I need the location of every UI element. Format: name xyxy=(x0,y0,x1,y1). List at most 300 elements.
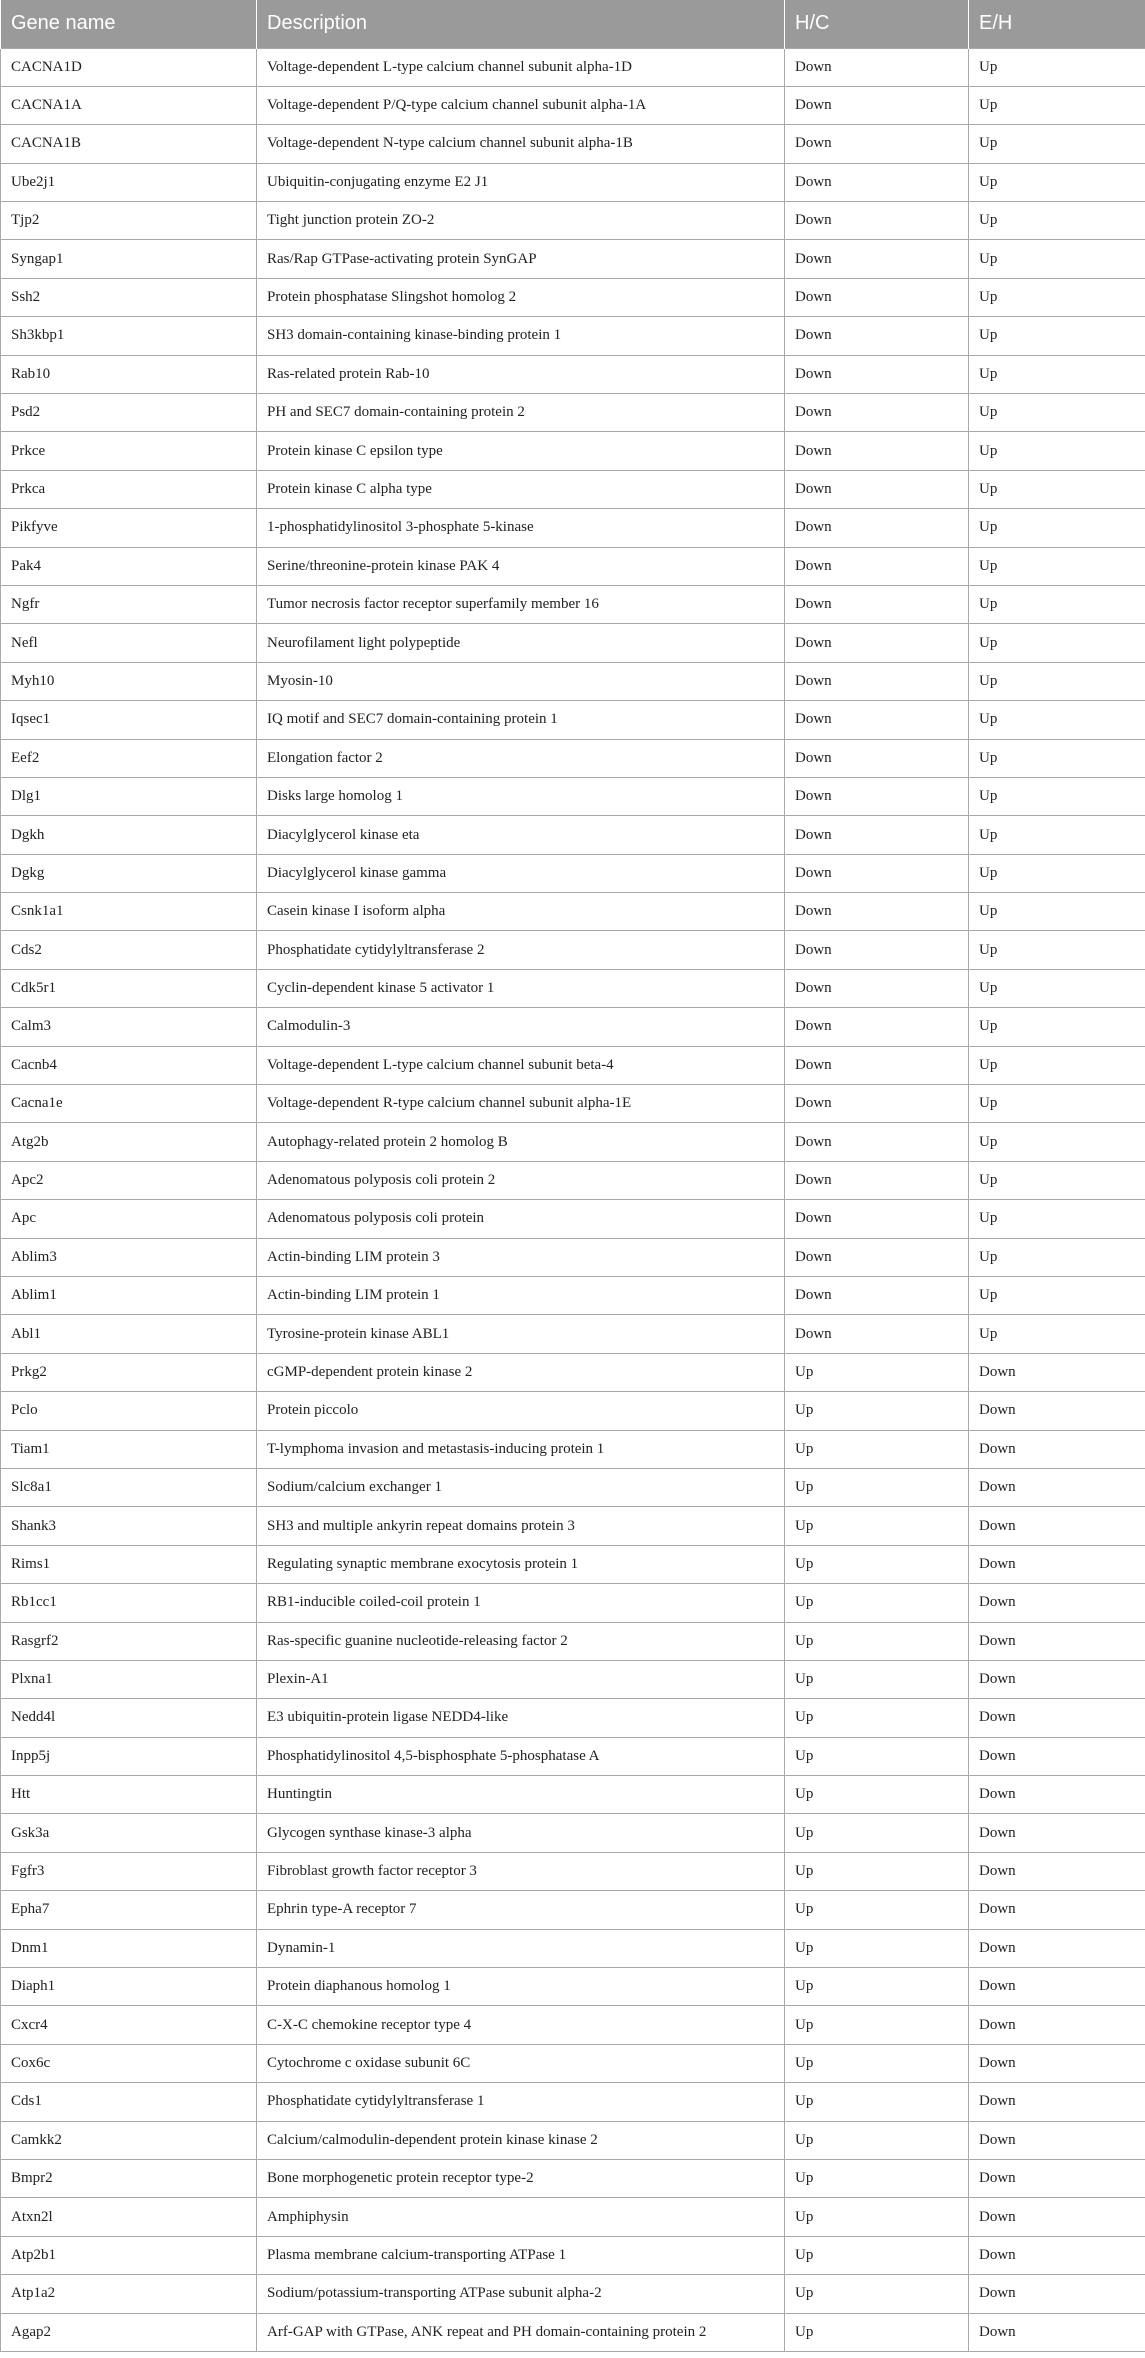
hc-cell: Down xyxy=(785,278,969,316)
eh-cell: Up xyxy=(969,816,1145,854)
hc-cell: Down xyxy=(785,624,969,662)
hc-cell: Down xyxy=(785,701,969,739)
description-cell: Protein diaphanous homolog 1 xyxy=(257,1968,785,2006)
gene-name-cell: Ngfr xyxy=(1,585,257,623)
gene-name-cell: Atxn2l xyxy=(1,2198,257,2236)
hc-cell: Down xyxy=(785,240,969,278)
table-row xyxy=(1,86,1145,124)
hc-cell: Down xyxy=(785,86,969,124)
gene-name-cell: Dgkg xyxy=(1,854,257,892)
table-row xyxy=(1,777,1145,815)
description-cell: Tight junction protein ZO-2 xyxy=(257,202,785,240)
eh-cell: Up xyxy=(969,163,1145,201)
table-row xyxy=(1,2121,1145,2159)
gene-name-cell: Cdk5r1 xyxy=(1,969,257,1007)
description-cell: Amphiphysin xyxy=(257,2198,785,2236)
eh-cell: Up xyxy=(969,662,1145,700)
gene-name-cell: Atp1a2 xyxy=(1,2275,257,2313)
description-cell: Tumor necrosis factor receptor superfamily member 16 xyxy=(257,585,785,623)
eh-cell: Up xyxy=(969,1161,1145,1199)
gene-name-cell: Cds1 xyxy=(1,2083,257,2121)
gene-name-cell: Htt xyxy=(1,1776,257,1814)
gene-name-cell: Inpp5j xyxy=(1,1737,257,1775)
description-cell: PH and SEC7 domain-containing protein 2 xyxy=(257,394,785,432)
description-cell: Voltage-dependent N-type calcium channel subunit alpha-1B xyxy=(257,125,785,163)
hc-cell: Down xyxy=(785,662,969,700)
hc-cell: Up xyxy=(785,1699,969,1737)
hc-cell: Up xyxy=(785,1507,969,1545)
table-row xyxy=(1,2198,1145,2236)
hc-cell: Up xyxy=(785,1353,969,1391)
eh-cell: Up xyxy=(969,1200,1145,1238)
description-cell: Protein piccolo xyxy=(257,1392,785,1430)
gene-name-cell: Iqsec1 xyxy=(1,701,257,739)
hc-cell: Up xyxy=(785,2275,969,2313)
gene-name-cell: Gsk3a xyxy=(1,1814,257,1852)
table-row xyxy=(1,2044,1145,2082)
table-row xyxy=(1,355,1145,393)
description-cell: Diacylglycerol kinase gamma xyxy=(257,854,785,892)
table-row xyxy=(1,1353,1145,1391)
description-cell: Dynamin-1 xyxy=(257,1929,785,1967)
gene-name-cell: Cox6c xyxy=(1,2044,257,2082)
table-header xyxy=(1,0,1145,48)
gene-name-cell: CACNA1D xyxy=(1,48,257,86)
hc-cell: Up xyxy=(785,1968,969,2006)
description-cell: Adenomatous polyposis coli protein 2 xyxy=(257,1161,785,1199)
gene-name-cell: Cds2 xyxy=(1,931,257,969)
hc-cell: Up xyxy=(785,2121,969,2159)
hc-cell: Up xyxy=(785,1545,969,1583)
eh-cell: Up xyxy=(969,240,1145,278)
table-row xyxy=(1,240,1145,278)
eh-cell: Down xyxy=(969,1699,1145,1737)
eh-cell: Up xyxy=(969,854,1145,892)
gene-name-cell: Prkce xyxy=(1,432,257,470)
description-cell: Ubiquitin-conjugating enzyme E2 J1 xyxy=(257,163,785,201)
description-cell: Myosin-10 xyxy=(257,662,785,700)
gene-name-cell: Cacnb4 xyxy=(1,1046,257,1084)
eh-cell: Down xyxy=(969,2006,1145,2044)
hc-cell: Down xyxy=(785,1277,969,1315)
gene-name-cell: Sh3kbp1 xyxy=(1,317,257,355)
hc-cell: Down xyxy=(785,202,969,240)
eh-cell: Up xyxy=(969,777,1145,815)
gene-name-cell: Rab10 xyxy=(1,355,257,393)
description-cell: Plexin-A1 xyxy=(257,1660,785,1698)
table-row xyxy=(1,969,1145,1007)
description-cell: Voltage-dependent L-type calcium channel subunit beta-4 xyxy=(257,1046,785,1084)
gene-name-cell: Tiam1 xyxy=(1,1430,257,1468)
eh-cell: Down xyxy=(969,1622,1145,1660)
eh-cell: Down xyxy=(969,1660,1145,1698)
description-cell: Voltage-dependent R-type calcium channel subunit alpha-1E xyxy=(257,1085,785,1123)
eh-cell: Up xyxy=(969,278,1145,316)
hc-cell: Down xyxy=(785,432,969,470)
eh-cell: Up xyxy=(969,893,1145,931)
description-cell: Plasma membrane calcium-transporting ATPase 1 xyxy=(257,2236,785,2274)
table-row xyxy=(1,1699,1145,1737)
gene-name-cell: CACNA1A xyxy=(1,86,257,124)
eh-cell: Up xyxy=(969,1238,1145,1276)
eh-cell: Up xyxy=(969,470,1145,508)
description-cell: Voltage-dependent P/Q-type calcium channel subunit alpha-1A xyxy=(257,86,785,124)
description-cell: Cyclin-dependent kinase 5 activator 1 xyxy=(257,969,785,1007)
description-cell: Phosphatidylinositol 4,5-bisphosphate 5-phosphatase A xyxy=(257,1737,785,1775)
gene-name-cell: CACNA1B xyxy=(1,125,257,163)
eh-cell: Up xyxy=(969,394,1145,432)
table-row xyxy=(1,509,1145,547)
hc-cell: Up xyxy=(785,2313,969,2351)
table-row xyxy=(1,2236,1145,2274)
hc-cell: Down xyxy=(785,1085,969,1123)
description-cell: Phosphatidate cytidylyltransferase 2 xyxy=(257,931,785,969)
description-cell: Regulating synaptic membrane exocytosis protein 1 xyxy=(257,1545,785,1583)
table-row xyxy=(1,2275,1145,2313)
table-row xyxy=(1,1238,1145,1276)
description-cell: Ras-related protein Rab-10 xyxy=(257,355,785,393)
description-cell: Protein kinase C epsilon type xyxy=(257,432,785,470)
gene-name-cell: Slc8a1 xyxy=(1,1468,257,1506)
eh-cell: Up xyxy=(969,202,1145,240)
table-row xyxy=(1,1891,1145,1929)
hc-cell: Down xyxy=(785,1200,969,1238)
eh-cell: Down xyxy=(969,2121,1145,2159)
description-cell: Arf-GAP with GTPase, ANK repeat and PH domain-containing protein 2 xyxy=(257,2313,785,2351)
table-row xyxy=(1,893,1145,931)
table-row xyxy=(1,1622,1145,1660)
eh-cell: Down xyxy=(969,1507,1145,1545)
eh-cell: Up xyxy=(969,1085,1145,1123)
description-cell: SH3 domain-containing kinase-binding protein 1 xyxy=(257,317,785,355)
eh-cell: Down xyxy=(969,2198,1145,2236)
gene-name-cell: Rasgrf2 xyxy=(1,1622,257,1660)
table-row xyxy=(1,1814,1145,1852)
gene-name-cell: Diaph1 xyxy=(1,1968,257,2006)
eh-cell: Down xyxy=(969,2236,1145,2274)
gene-name-cell: Agap2 xyxy=(1,2313,257,2351)
hc-cell: Down xyxy=(785,317,969,355)
gene-name-cell: Nedd4l xyxy=(1,1699,257,1737)
table-row xyxy=(1,1161,1145,1199)
gene-name-cell: Cacna1e xyxy=(1,1085,257,1123)
header-gene-name: Gene name xyxy=(1,0,257,48)
description-cell: IQ motif and SEC7 domain-containing protein 1 xyxy=(257,701,785,739)
gene-name-cell: Rb1cc1 xyxy=(1,1584,257,1622)
header-hc: H/C xyxy=(785,0,969,48)
description-cell: Tyrosine-protein kinase ABL1 xyxy=(257,1315,785,1353)
description-cell: T-lymphoma invasion and metastasis-inducing protein 1 xyxy=(257,1430,785,1468)
table-row xyxy=(1,1392,1145,1430)
eh-cell: Down xyxy=(969,2083,1145,2121)
table-row xyxy=(1,1430,1145,1468)
hc-cell: Up xyxy=(785,1852,969,1890)
gene-name-cell: Nefl xyxy=(1,624,257,662)
gene-name-cell: Pak4 xyxy=(1,547,257,585)
description-cell: Bone morphogenetic protein receptor type-2 xyxy=(257,2159,785,2197)
eh-cell: Up xyxy=(969,125,1145,163)
gene-name-cell: Dlg1 xyxy=(1,777,257,815)
hc-cell: Up xyxy=(785,1392,969,1430)
table-row xyxy=(1,432,1145,470)
table-row xyxy=(1,1584,1145,1622)
table-row xyxy=(1,1737,1145,1775)
table-row xyxy=(1,547,1145,585)
eh-cell: Down xyxy=(969,1968,1145,2006)
gene-name-cell: Ablim1 xyxy=(1,1277,257,1315)
gene-name-cell: Pclo xyxy=(1,1392,257,1430)
table-row xyxy=(1,48,1145,86)
table-row xyxy=(1,701,1145,739)
table-row xyxy=(1,1046,1145,1084)
gene-name-cell: Bmpr2 xyxy=(1,2159,257,2197)
hc-cell: Up xyxy=(785,2198,969,2236)
table-row xyxy=(1,2159,1145,2197)
description-cell: Neurofilament light polypeptide xyxy=(257,624,785,662)
gene-name-cell: Shank3 xyxy=(1,1507,257,1545)
hc-cell: Up xyxy=(785,1468,969,1506)
table-body xyxy=(1,48,1145,2351)
description-cell: Actin-binding LIM protein 3 xyxy=(257,1238,785,1276)
gene-name-cell: Ube2j1 xyxy=(1,163,257,201)
hc-cell: Up xyxy=(785,2159,969,2197)
eh-cell: Up xyxy=(969,86,1145,124)
gene-name-cell: Abl1 xyxy=(1,1315,257,1353)
hc-cell: Up xyxy=(785,1814,969,1852)
table-row xyxy=(1,1085,1145,1123)
table-row xyxy=(1,1277,1145,1315)
description-cell: C-X-C chemokine receptor type 4 xyxy=(257,2006,785,2044)
hc-cell: Down xyxy=(785,1161,969,1199)
hc-cell: Down xyxy=(785,816,969,854)
header-eh: E/H xyxy=(969,0,1145,48)
description-cell: Phosphatidate cytidylyltransferase 1 xyxy=(257,2083,785,2121)
table-row xyxy=(1,1852,1145,1890)
eh-cell: Up xyxy=(969,547,1145,585)
eh-cell: Up xyxy=(969,48,1145,86)
hc-cell: Up xyxy=(785,1430,969,1468)
eh-cell: Down xyxy=(969,1353,1145,1391)
description-cell: Fibroblast growth factor receptor 3 xyxy=(257,1852,785,1890)
hc-cell: Down xyxy=(785,893,969,931)
description-cell: Adenomatous polyposis coli protein xyxy=(257,1200,785,1238)
eh-cell: Down xyxy=(969,1545,1145,1583)
eh-cell: Down xyxy=(969,1776,1145,1814)
table-row xyxy=(1,1968,1145,2006)
hc-cell: Down xyxy=(785,125,969,163)
gene-name-cell: Camkk2 xyxy=(1,2121,257,2159)
table-row xyxy=(1,1929,1145,1967)
description-cell: Huntingtin xyxy=(257,1776,785,1814)
gene-name-cell: Atp2b1 xyxy=(1,2236,257,2274)
hc-cell: Up xyxy=(785,2083,969,2121)
gene-name-cell: Eef2 xyxy=(1,739,257,777)
hc-cell: Down xyxy=(785,1123,969,1161)
gene-name-cell: Atg2b xyxy=(1,1123,257,1161)
hc-cell: Down xyxy=(785,1008,969,1046)
gene-name-cell: Prkg2 xyxy=(1,1353,257,1391)
hc-cell: Down xyxy=(785,470,969,508)
hc-cell: Down xyxy=(785,48,969,86)
hc-cell: Down xyxy=(785,854,969,892)
description-cell: SH3 and multiple ankyrin repeat domains protein 3 xyxy=(257,1507,785,1545)
gene-name-cell: Rims1 xyxy=(1,1545,257,1583)
eh-cell: Up xyxy=(969,701,1145,739)
table-row xyxy=(1,1008,1145,1046)
table-row xyxy=(1,1315,1145,1353)
gene-name-cell: Apc2 xyxy=(1,1161,257,1199)
hc-cell: Down xyxy=(785,585,969,623)
gene-name-cell: Pikfyve xyxy=(1,509,257,547)
eh-cell: Down xyxy=(969,1468,1145,1506)
hc-cell: Down xyxy=(785,509,969,547)
description-cell: Sodium/potassium-transporting ATPase subunit alpha-2 xyxy=(257,2275,785,2313)
description-cell: Elongation factor 2 xyxy=(257,739,785,777)
hc-cell: Down xyxy=(785,163,969,201)
table-row xyxy=(1,931,1145,969)
gene-name-cell: Myh10 xyxy=(1,662,257,700)
hc-cell: Down xyxy=(785,547,969,585)
gene-name-cell: Plxna1 xyxy=(1,1660,257,1698)
eh-cell: Down xyxy=(969,1737,1145,1775)
hc-cell: Down xyxy=(785,1315,969,1353)
gene-name-cell: Dgkh xyxy=(1,816,257,854)
table-row xyxy=(1,163,1145,201)
description-cell: Actin-binding LIM protein 1 xyxy=(257,1277,785,1315)
description-cell: Diacylglycerol kinase eta xyxy=(257,816,785,854)
eh-cell: Up xyxy=(969,1123,1145,1161)
table-row xyxy=(1,1468,1145,1506)
eh-cell: Up xyxy=(969,739,1145,777)
eh-cell: Down xyxy=(969,1392,1145,1430)
description-cell: 1-phosphatidylinositol 3-phosphate 5-kinase xyxy=(257,509,785,547)
gene-name-cell: Fgfr3 xyxy=(1,1852,257,1890)
eh-cell: Up xyxy=(969,317,1145,355)
hc-cell: Up xyxy=(785,1776,969,1814)
gene-name-cell: Calm3 xyxy=(1,1008,257,1046)
hc-cell: Up xyxy=(785,1660,969,1698)
table-row xyxy=(1,2006,1145,2044)
table-row xyxy=(1,125,1145,163)
table-row xyxy=(1,662,1145,700)
table-row xyxy=(1,739,1145,777)
table-row xyxy=(1,1776,1145,1814)
eh-cell: Up xyxy=(969,355,1145,393)
description-cell: Ras/Rap GTPase-activating protein SynGAP xyxy=(257,240,785,278)
hc-cell: Down xyxy=(785,394,969,432)
gene-name-cell: Apc xyxy=(1,1200,257,1238)
description-cell: Disks large homolog 1 xyxy=(257,777,785,815)
eh-cell: Down xyxy=(969,1891,1145,1929)
hc-cell: Up xyxy=(785,2044,969,2082)
gene-name-cell: Epha7 xyxy=(1,1891,257,1929)
description-cell: Calmodulin-3 xyxy=(257,1008,785,1046)
table-row xyxy=(1,278,1145,316)
table-row xyxy=(1,1123,1145,1161)
description-cell: RB1-inducible coiled-coil protein 1 xyxy=(257,1584,785,1622)
gene-name-cell: Ablim3 xyxy=(1,1238,257,1276)
gene-name-cell: Csnk1a1 xyxy=(1,893,257,931)
eh-cell: Down xyxy=(969,2313,1145,2351)
eh-cell: Up xyxy=(969,624,1145,662)
table-row xyxy=(1,2083,1145,2121)
gene-name-cell: Syngap1 xyxy=(1,240,257,278)
hc-cell: Down xyxy=(785,931,969,969)
eh-cell: Down xyxy=(969,2044,1145,2082)
eh-cell: Down xyxy=(969,1430,1145,1468)
description-cell: E3 ubiquitin-protein ligase NEDD4-like xyxy=(257,1699,785,1737)
hc-cell: Up xyxy=(785,1929,969,1967)
description-cell: Casein kinase I isoform alpha xyxy=(257,893,785,931)
eh-cell: Up xyxy=(969,509,1145,547)
hc-cell: Down xyxy=(785,969,969,1007)
table-row xyxy=(1,816,1145,854)
eh-cell: Down xyxy=(969,2275,1145,2313)
gene-name-cell: Prkca xyxy=(1,470,257,508)
table-row xyxy=(1,317,1145,355)
eh-cell: Up xyxy=(969,1277,1145,1315)
eh-cell: Down xyxy=(969,1852,1145,1890)
eh-cell: Up xyxy=(969,432,1145,470)
description-cell: Voltage-dependent L-type calcium channel subunit alpha-1D xyxy=(257,48,785,86)
table-row xyxy=(1,2313,1145,2351)
description-cell: Ephrin type-A receptor 7 xyxy=(257,1891,785,1929)
table-row xyxy=(1,394,1145,432)
hc-cell: Up xyxy=(785,2236,969,2274)
hc-cell: Up xyxy=(785,1891,969,1929)
hc-cell: Up xyxy=(785,2006,969,2044)
description-cell: Glycogen synthase kinase-3 alpha xyxy=(257,1814,785,1852)
gene-name-cell: Psd2 xyxy=(1,394,257,432)
description-cell: Cytochrome c oxidase subunit 6C xyxy=(257,2044,785,2082)
eh-cell: Up xyxy=(969,1315,1145,1353)
eh-cell: Down xyxy=(969,2159,1145,2197)
gene-name-cell: Ssh2 xyxy=(1,278,257,316)
eh-cell: Up xyxy=(969,585,1145,623)
gene-name-cell: Dnm1 xyxy=(1,1929,257,1967)
description-cell: Calcium/calmodulin-dependent protein kinase kinase 2 xyxy=(257,2121,785,2159)
table-row xyxy=(1,1507,1145,1545)
table-row xyxy=(1,624,1145,662)
hc-cell: Down xyxy=(785,355,969,393)
gene-name-cell: Cxcr4 xyxy=(1,2006,257,2044)
description-cell: Sodium/calcium exchanger 1 xyxy=(257,1468,785,1506)
description-cell: Autophagy-related protein 2 homolog B xyxy=(257,1123,785,1161)
eh-cell: Down xyxy=(969,1584,1145,1622)
description-cell: Protein kinase C alpha type xyxy=(257,470,785,508)
hc-cell: Down xyxy=(785,1046,969,1084)
eh-cell: Down xyxy=(969,1929,1145,1967)
hc-cell: Down xyxy=(785,1238,969,1276)
table-row xyxy=(1,470,1145,508)
header-description: Description xyxy=(257,0,785,48)
description-cell: Ras-specific guanine nucleotide-releasing factor 2 xyxy=(257,1622,785,1660)
table-row xyxy=(1,1660,1145,1698)
eh-cell: Up xyxy=(969,1008,1145,1046)
hc-cell: Up xyxy=(785,1622,969,1660)
description-cell: cGMP-dependent protein kinase 2 xyxy=(257,1353,785,1391)
table-row xyxy=(1,585,1145,623)
table-row xyxy=(1,1545,1145,1583)
hc-cell: Up xyxy=(785,1584,969,1622)
hc-cell: Up xyxy=(785,1737,969,1775)
table-row xyxy=(1,1200,1145,1238)
eh-cell: Up xyxy=(969,969,1145,1007)
table-row xyxy=(1,854,1145,892)
description-cell: Protein phosphatase Slingshot homolog 2 xyxy=(257,278,785,316)
eh-cell: Up xyxy=(969,1046,1145,1084)
eh-cell: Up xyxy=(969,931,1145,969)
